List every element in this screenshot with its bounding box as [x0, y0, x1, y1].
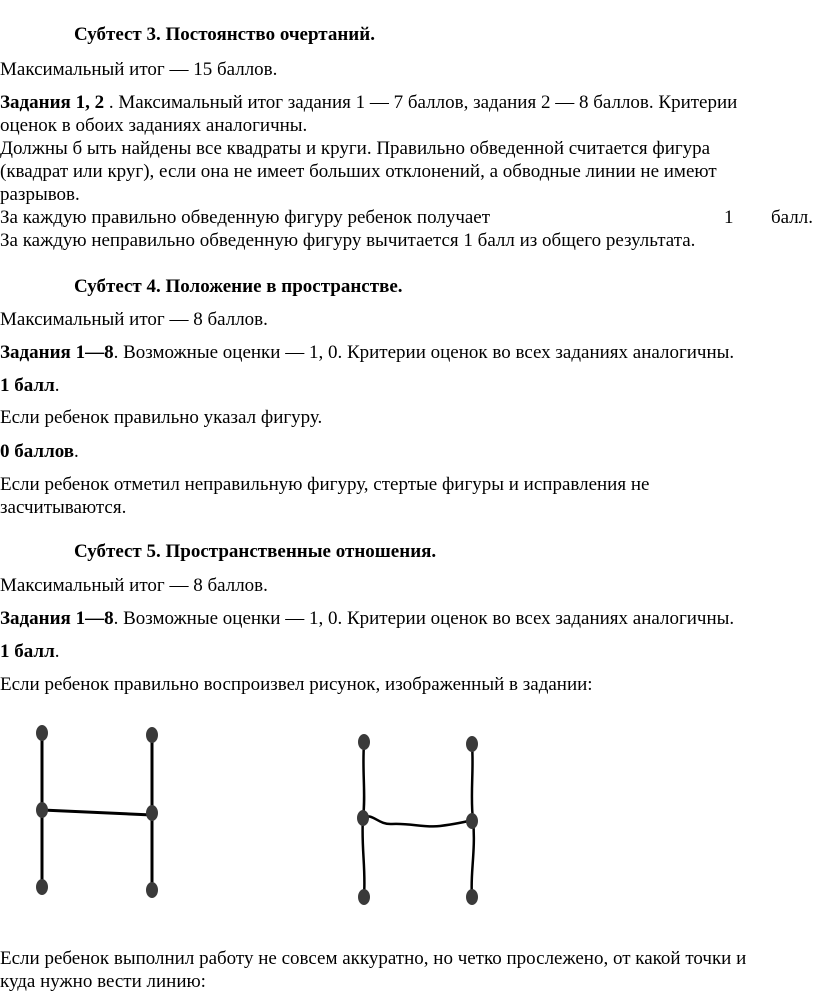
subtest4-score0-text-2: засчитываются.: [0, 497, 127, 518]
subtest4-heading: Субтест 4. Положение в пространстве.: [74, 276, 403, 297]
subtest3-found-3: разрывов.: [0, 184, 80, 205]
dot: [466, 889, 478, 905]
subtest4-tasks-line: [0, 341, 734, 364]
each-correct-unit: балл.: [771, 207, 813, 228]
tasks-label: Задания 1—8: [0, 342, 114, 363]
subtest5-max-total: Максимальный итог — 8 баллов.: [0, 575, 268, 596]
dot: [146, 882, 158, 898]
subtest5-after-2: куда нужно вести линию:: [0, 971, 206, 992]
tasks-text: . Возможные оценки — 1, 0. Критерии оценок во всех заданиях аналогичны.: [113, 342, 735, 363]
score-label: 1 балл: [0, 375, 55, 396]
sample-h-figure: [42, 735, 152, 886]
score-label: 1 балл: [0, 641, 55, 662]
subtest3-heading: Субтест 3. Постоянство очертаний.: [74, 24, 375, 45]
subtest5-score1-label: 1 балл.: [0, 641, 60, 662]
subtest5-score1-text: Если ребенок правильно воспроизвел рисунок, изображенный в задании:: [0, 674, 593, 695]
sample-cross-line: [42, 810, 152, 815]
subtest5-after-1: Если ребенок выполнил работу не совсем аккуратно, но четко прослежено, от какой точки и: [0, 948, 747, 969]
score-label: 0 баллов: [0, 441, 75, 462]
tasks-label: Задания 1, 2: [0, 92, 105, 113]
subtest4-score1-label: 1 балл.: [0, 375, 60, 396]
each-correct-num: 1: [724, 207, 734, 228]
dot: [146, 727, 158, 743]
dot: [36, 802, 48, 818]
child-h-drawing: [363, 744, 474, 895]
tasks-text: . Возможные оценки — 1, 0. Критерии оценок во всех заданиях аналогичны.: [113, 608, 735, 629]
dot: [466, 813, 478, 829]
each-correct-text: За каждую правильно обведенную фигуру ребенок получает: [0, 207, 491, 228]
dot: [357, 810, 369, 826]
subtest3-max-total: Максимальный итог — 15 баллов.: [0, 59, 278, 80]
subtest4-max-total: Максимальный итог — 8 баллов.: [0, 309, 268, 330]
tasks-label: Задания 1—8: [0, 608, 114, 629]
dot: [358, 734, 370, 750]
dot: [466, 736, 478, 752]
subtest4-score1-text: Если ребенок правильно указал фигуру.: [0, 407, 323, 428]
h-figure-illustration: [0, 700, 816, 930]
tasks-text: . Максимальный итог задания 1 — 7 баллов, задания 2 — 8 баллов. Критерии: [104, 92, 738, 113]
dot: [36, 725, 48, 741]
subtest3-tasks-line-2: оценок в обоих заданиях аналогичны.: [0, 115, 308, 136]
dot: [36, 879, 48, 895]
subtest4-score0-label: 0 баллов.: [0, 441, 79, 462]
subtest3-found-2: (квадрат или круг), если она не имеет больших отклонений, а обводные линии не имеют: [0, 161, 717, 182]
subtest3-each-wrong: За каждую неправильно обведенную фигуру вычитается 1 балл из общего результата.: [0, 230, 696, 251]
subtest4-score0-text-1: Если ребенок отметил неправильную фигуру, стертые фигуры и исправления не: [0, 474, 650, 495]
dot: [358, 889, 370, 905]
subtest5-heading: Субтест 5. Пространственные отношения.: [74, 541, 437, 562]
child-cross-line: [364, 816, 472, 826]
dot: [146, 805, 158, 821]
subtest3-found-1: Должны б ыть найдены все квадраты и круги. Правильно обведенной считается фигура: [0, 138, 711, 159]
subtest5-tasks-line: [0, 607, 734, 630]
subtest3-tasks-line: [0, 91, 737, 114]
